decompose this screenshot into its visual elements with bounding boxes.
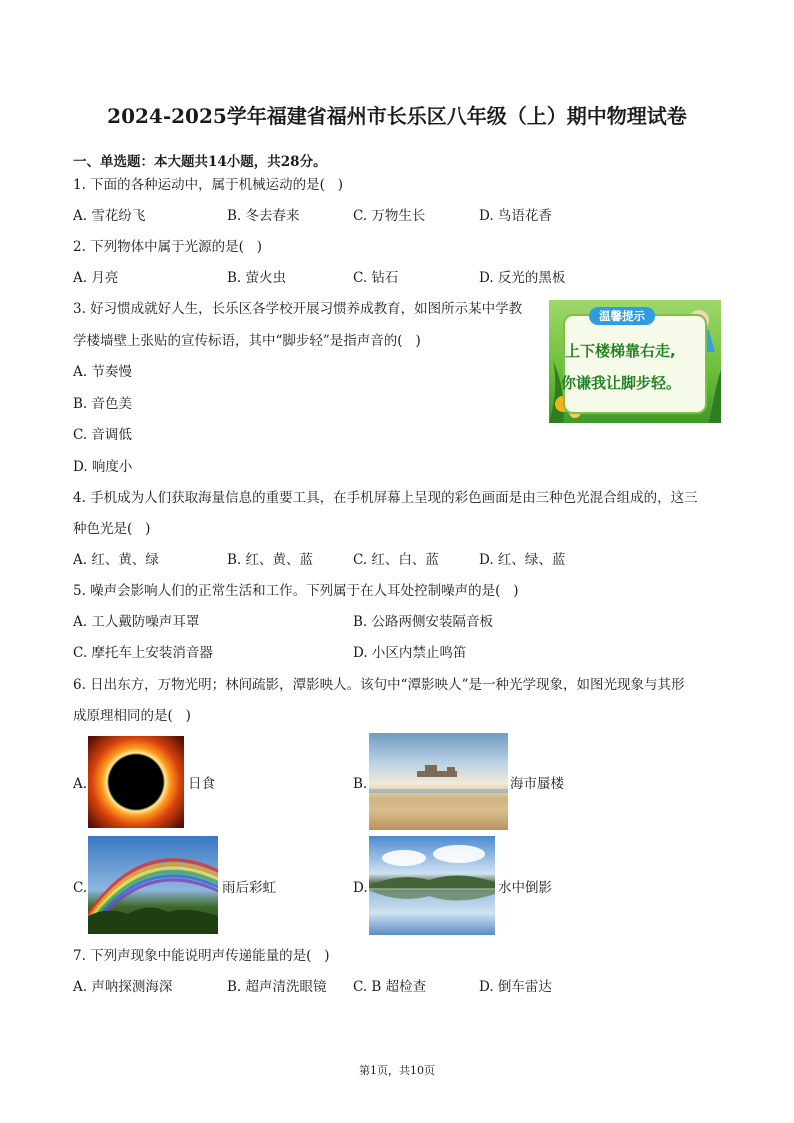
question-7-stem: 7. 下列声现象中能说明声传递能量的是( ) (73, 948, 330, 964)
question-4-option-c: C. 红、白、蓝 (353, 552, 439, 568)
question-3-option-d: D. 响度小 (73, 459, 133, 475)
question-2-option-a: A. 月亮 (73, 270, 119, 286)
question-7-option-a: A. 声呐探测海深 (73, 979, 173, 995)
question-1-option-b: B. 冬去春来 (227, 208, 300, 224)
question-3-option-c: C. 音调低 (73, 427, 132, 443)
question-2-option-c: C. 钻石 (353, 270, 399, 286)
question-3-option-b: B. 音色美 (73, 396, 133, 412)
question-5-option-d: D. 小区内禁止鸣笛 (353, 645, 467, 661)
question-6-option-d-text: 水中倒影 (498, 880, 552, 896)
question-1-option-a: A. 雪花纷飞 (73, 208, 146, 224)
question-4-option-b: B. 红、黄、蓝 (227, 552, 314, 568)
poster-heading: 温馨提示 (589, 307, 655, 325)
question-4-option-a: A. 红、黄、绿 (73, 552, 159, 568)
question-6-option-c-label: C. (73, 880, 88, 896)
mirage-image (369, 733, 508, 830)
question-2-option-d: D. 反光的黑板 (479, 270, 566, 286)
question-4-option-d: D. 红、绿、蓝 (479, 552, 566, 568)
solar-eclipse-image (88, 736, 184, 828)
page-footer: 第1页，共10页 (359, 1064, 435, 1077)
question-6-stem-line-1: 6. 日出东方，万物光明；林间疏影，潭影映人。该句中“潭影映人”是一种光学现象，如图光现象与其形 (73, 677, 685, 693)
question-6-option-b-text: 海市蜃楼 (510, 776, 564, 792)
question-6-stem-line-2: 成原理相同的是( ) (73, 708, 191, 724)
question-7-option-b: B. 超声清洗眼镜 (227, 979, 327, 995)
question-2-stem: 2. 下列物体中属于光源的是( ) (73, 239, 263, 255)
question-6-option-a-text: 日食 (188, 776, 215, 792)
question-3-stem-line-1: 3. 好习惯成就好人生，长乐区各学校开展习惯养成教育，如图所示某中学教 (73, 301, 523, 317)
question-6-option-b-label: B. (353, 776, 368, 792)
poster-line-2: 你谦我让脚步轻。 (561, 374, 682, 392)
poster-line-1: 上下楼梯靠右走, (565, 342, 676, 360)
question-5-stem: 5. 噪声会影响人们的正常生活和工作。下列属于在人耳处控制噪声的是( ) (73, 583, 519, 599)
question-1-stem: 1. 下面的各种运动中，属于机械运动的是( ) (73, 177, 344, 193)
question-5-option-b: B. 公路两侧安装隔音板 (353, 614, 494, 630)
question-1-option-c: C. 万物生长 (353, 208, 426, 224)
question-6-option-c-text: 雨后彩虹 (222, 880, 276, 896)
question-1-option-d: D. 鸟语花香 (479, 208, 552, 224)
section-heading: 一、单选题：本大题共14小题，共28分。 (73, 154, 327, 170)
rainbow-image (88, 836, 218, 934)
question-2-option-b: B. 萤火虫 (227, 270, 287, 286)
question-4-stem-line-1: 4. 手机成为人们获取海量信息的重要工具，在手机屏幕上呈现的彩色画面是由三种色光混合组成的，这三 (73, 490, 698, 506)
question-6-option-d-label: D. (353, 880, 368, 896)
question-3-option-a: A. 节奏慢 (73, 364, 132, 380)
question-5-option-c: C. 摩托车上安装消音器 (73, 645, 213, 661)
water-reflection-image (369, 836, 495, 935)
question-4-stem-line-2: 种色光是( ) (73, 521, 151, 537)
question-5-option-a: A. 工人戴防噪声耳罩 (73, 614, 200, 630)
question-6-option-a-label: A. (73, 776, 88, 792)
question-7-option-c: C. B 超检查 (353, 979, 427, 995)
question-3-stem-line-2: 学楼墙壁上张贴的宣传标语，其中“脚步轻”是指声音的( ) (73, 333, 421, 349)
slogan-poster-image (549, 300, 721, 423)
question-7-option-d: D. 倒车雷达 (479, 979, 552, 995)
page-title: 2024-2025学年福建省福州市长乐区八年级（上）期中物理试卷 (107, 104, 687, 128)
